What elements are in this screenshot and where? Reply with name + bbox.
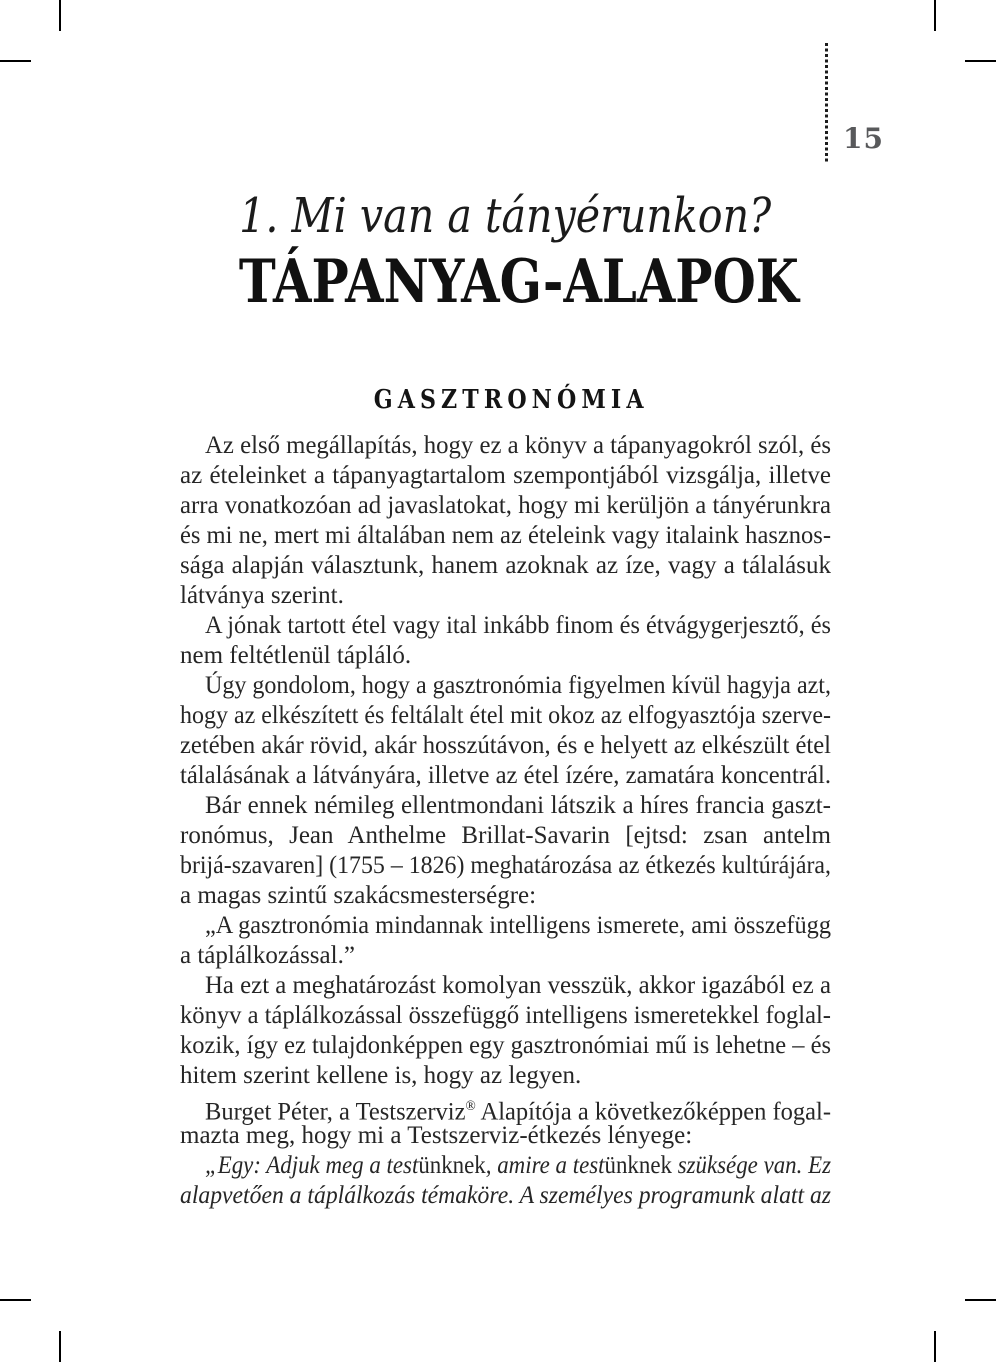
text-line: alapvetően a táplálkozás témaköre. A személyes programunk alatt az xyxy=(180,1182,831,1209)
chapter-subtitle-text: 1. Mi van a tányérunkon? xyxy=(239,188,772,244)
crop-mark-top-right-horizontal xyxy=(965,60,996,62)
text-line: Az első megállapítás, hogy ez a könyv a tápanyagokról szól, és xyxy=(205,432,831,459)
text-line: tálalásának a látványára, illetve az étel ízére, zamatára koncentrál. xyxy=(180,762,831,789)
page-content xyxy=(180,0,831,1362)
text-line: ronómus, Jean Anthelme Brillat-Savarin [ejtsd: zsan antelm xyxy=(180,822,831,849)
crop-mark-bottom-right-vertical xyxy=(934,1331,936,1362)
text-line: az ételeinket a tápanyagtartalom szempontjából vizsgálja, illetve xyxy=(180,462,831,489)
crop-mark-bottom-right-horizontal xyxy=(965,1299,996,1301)
text-line: és mi ne, mert mi általában nem az ételeink vagy italaink hasznos- xyxy=(180,522,831,549)
text-line: látványa szerint. xyxy=(180,582,344,609)
text-line: hitem szerint kellene is, hogy az legyen. xyxy=(180,1062,582,1089)
body-text xyxy=(180,431,831,1211)
text-line: zetében akár rövid, akár hosszútávon, és e helyett az elkészült étel xyxy=(180,732,831,759)
crop-mark-bottom-left-horizontal xyxy=(0,1299,31,1301)
page-number: 15 xyxy=(843,122,884,155)
crop-mark-top-left-horizontal xyxy=(0,60,31,62)
crop-mark-top-left-vertical xyxy=(59,0,61,31)
text-line: A jónak tartott étel vagy ital inkább finom és étvágygerjesztő, és xyxy=(205,612,831,639)
text-line: mazta meg, hogy mi a Testszerviz-étkezés lényege: xyxy=(180,1122,693,1149)
text-line: Ha ezt a meghatározást komolyan vesszük, akkor igazából ez a xyxy=(205,972,831,999)
text-line: a magas szintű szakácsmesterségre: xyxy=(180,882,537,909)
section-heading xyxy=(180,384,831,418)
text-line: sága alapján választunk, hanem azoknak az íze, vagy a tálalásuk xyxy=(180,552,831,579)
text-line: brijá-szavaren] (1755 – 1826) meghatározása az étkezés kultúrájára, xyxy=(180,852,831,879)
section-heading-text: GASZTRONÓMIA xyxy=(373,385,649,415)
text-line: Burget Péter, a Testszerviz® Alapítója a következőképpen fogal- xyxy=(205,1098,831,1126)
text-line: a táplálkozással.” xyxy=(180,942,355,969)
crop-mark-top-right-vertical xyxy=(934,0,936,31)
text-line: „Egy: Adjuk meg a testünknek, amire a testünknek szüksége van. Ez xyxy=(205,1152,831,1179)
crop-mark-bottom-left-vertical xyxy=(59,1331,61,1362)
chapter-title xyxy=(180,246,831,318)
text-line: könyv a táplálkozással összefüggő intelligens ismeretekkel foglal- xyxy=(180,1002,831,1029)
chapter-title-text: TÁPANYAG-ALAPOK xyxy=(238,247,799,317)
text-line: Bár ennek némileg ellentmondani látszik a híres francia gaszt- xyxy=(205,792,831,819)
text-line: „A gasztronómia mindannak intelligens ismerete, ami összefügg xyxy=(205,912,831,939)
text-line: kozik, így ez tulajdonképpen egy gasztronómiai mű is lehetne – és xyxy=(180,1032,831,1059)
text-line: nem feltétlenül tápláló. xyxy=(180,642,412,669)
text-line: arra vonatkozóan ad javaslatokat, hogy mi kerüljön a tányérunkra xyxy=(180,492,831,519)
text-line: Úgy gondolom, hogy a gasztronómia figyelmen kívül hagyja azt, xyxy=(205,672,831,699)
text-line: hogy az elkészített és feltálalt étel mit okoz az elfogyasztója szerve- xyxy=(180,702,831,729)
chapter-subtitle xyxy=(180,188,831,246)
